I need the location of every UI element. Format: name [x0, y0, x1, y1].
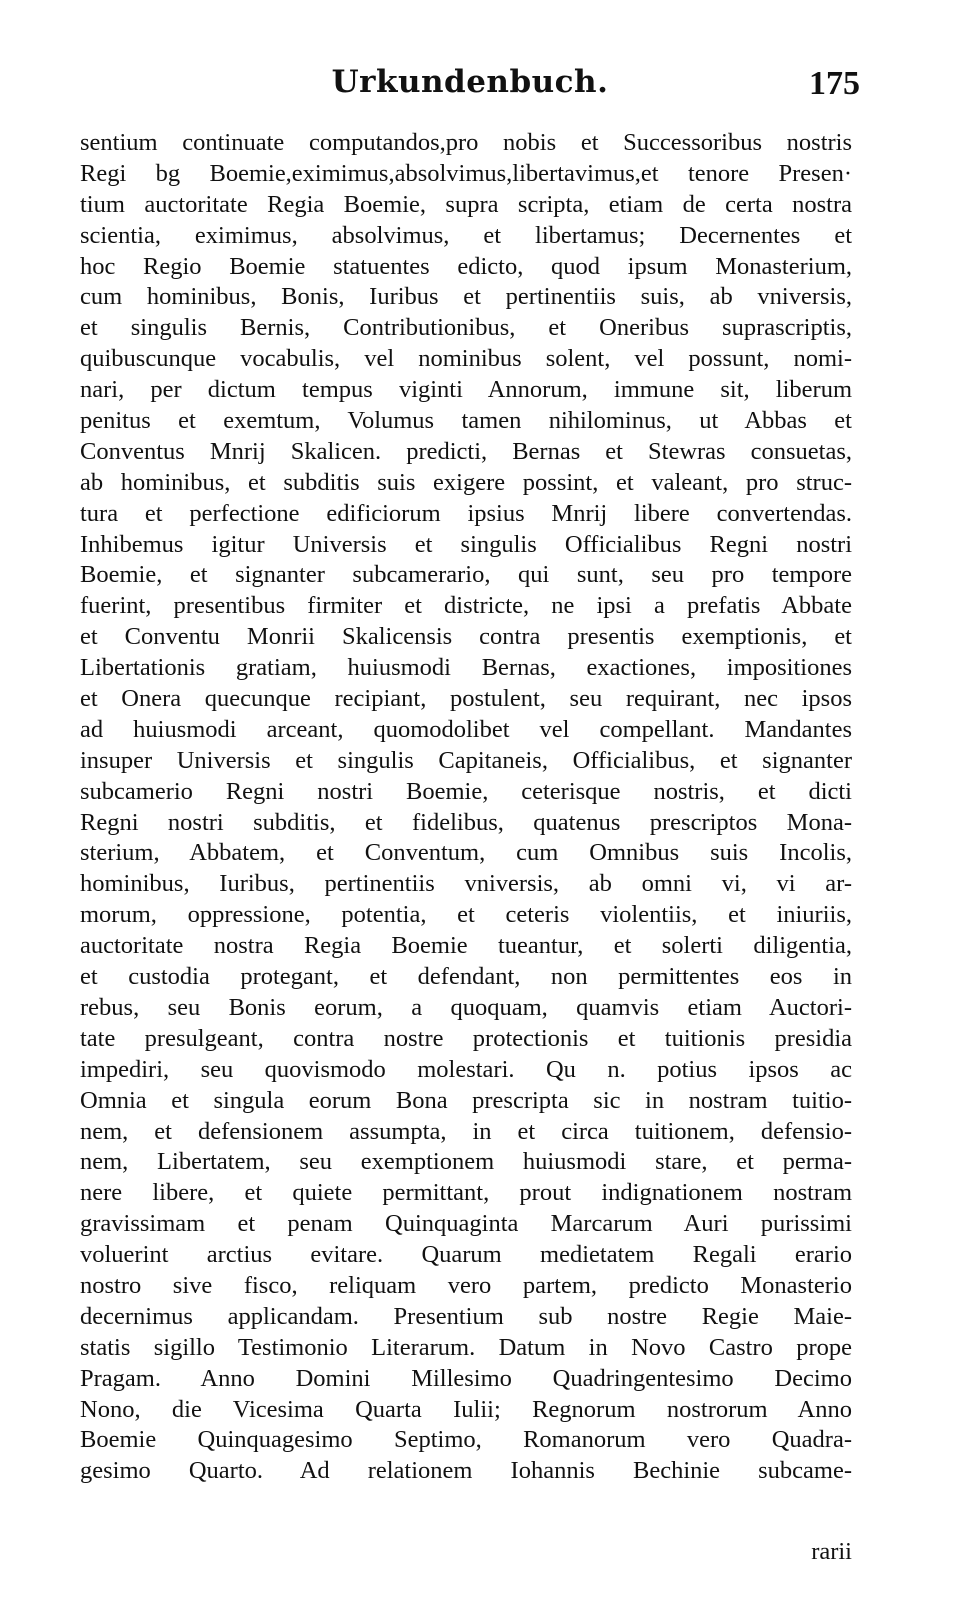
text-line: Libertationis gratiam, huiusmodi Bernas, exactiones, impositiones: [80, 654, 852, 682]
text-line: tate presulgeant, contra nostre protectionis et tuitionis presidia: [80, 1024, 852, 1052]
text-line: Regi bg Boemie,eximimus,absolvimus,libertavimus,et tenore Presen·: [80, 159, 852, 187]
text-line: ad huiusmodi arceant, quomodolibet vel compellant. Mandantes: [80, 715, 852, 743]
text-line: Omnia et singula eorum Bona prescripta sic in nostram tuitio-: [80, 1086, 852, 1114]
text-line: rebus, seu Bonis eorum, a quoquam, quamvis etiam Auctori-: [80, 993, 852, 1021]
text-line: scientia, eximimus, absolvimus, et libertamus; Decernentes et: [80, 221, 852, 249]
text-line: cum hominibus, Bonis, Iuribus et pertinentiis suis, ab vniversis,: [80, 283, 852, 311]
page-title: Urkundenbuch.: [331, 64, 609, 100]
text-line: Pragam. Anno Domini Millesimo Quadringentesimo Decimo: [80, 1364, 852, 1392]
text-line: nostro sive fisco, reliquam vero partem, predicto Monasterio: [80, 1271, 852, 1299]
text-line: ab hominibus, et subditis suis exigere possint, et valeant, pro struc-: [80, 468, 852, 496]
text-line: voluerint arctius evitare. Quarum medietatem Regali erario: [80, 1241, 852, 1269]
text-line: impediri, seu quovismodo molestari. Qu n. potius ipsos ac: [80, 1055, 852, 1083]
text-line: et Onera quecunque recipiant, postulent, seu requirant, nec ipsos: [80, 685, 852, 713]
text-line: nere libere, et quiete permittant, prout indignationem nostram: [80, 1179, 852, 1207]
text-line: hominibus, Iuribus, pertinentiis vniversis, ab omni vi, vi ar-: [80, 870, 852, 898]
text-line: morum, oppressione, potentia, et ceteris violentiis, et iniuriis,: [80, 901, 852, 929]
text-line: hoc Regio Boemie statuentes edicto, quod ipsum Monasterium,: [80, 252, 852, 280]
text-line: statis sigillo Testimonio Literarum. Datum in Novo Castro prope: [80, 1333, 852, 1361]
text-line: penitus et exemtum, Volumus tamen nihilominus, ut Abbas et: [80, 407, 852, 435]
text-line: Boemie, et signanter subcamerario, qui sunt, seu pro tempore: [80, 561, 852, 589]
text-line: decernimus applicandam. Presentium sub nostre Regie Maie-: [80, 1302, 852, 1330]
text-line: insuper Universis et singulis Capitaneis, Officialibus, et signanter: [80, 746, 852, 774]
text-line: fuerint, presentibus firmiter et districte, ne ipsi a prefatis Abbate: [80, 592, 852, 620]
text-line: sterium, Abbatem, et Conventum, cum Omnibus suis Incolis,: [80, 839, 852, 867]
text-line: gesimo Quarto. Ad relationem Iohannis Bechinie subcame-: [80, 1457, 852, 1485]
text-line: Conventus Mnrij Skalicen. predicti, Bernas et Stewras consuetas,: [80, 437, 852, 465]
text-line: quibuscunque vocabulis, vel nominibus solent, vel possunt, nomi-: [80, 345, 852, 373]
text-line: gravissimam et penam Quinquaginta Marcarum Auri purissimi: [80, 1210, 852, 1238]
body-text: [80, 128, 852, 1487]
text-line: Nono, die Vicesima Quarta Iulii; Regnorum nostrorum Anno: [80, 1395, 852, 1423]
page-number: 175: [809, 65, 860, 102]
text-line: et custodia protegant, et defendant, non permittentes eos in: [80, 963, 852, 991]
text-line: et singulis Bernis, Contributionibus, et Oneribus suprascriptis,: [80, 314, 852, 342]
running-head: [80, 62, 860, 112]
text-line: tium auctoritate Regia Boemie, supra scripta, etiam de certa nostra: [80, 190, 852, 218]
text-line: subcamerio Regni nostri Boemie, ceterisque nostris, et dicti: [80, 777, 852, 805]
text-line: Inhibemus igitur Universis et singulis Officialibus Regni nostri: [80, 530, 852, 558]
text-line: et Conventu Monrii Skalicensis contra presentis exemptionis, et: [80, 623, 852, 651]
text-line: tura et perfectione edificiorum ipsius Mnrij libere convertendas.: [80, 499, 852, 527]
text-line: Regni nostri subditis, et fidelibus, quatenus prescriptos Mona-: [80, 808, 852, 836]
text-line: nem, et defensionem assumpta, in et circa tuitionem, defensio-: [80, 1117, 852, 1145]
text-line: sentium continuate computandos,pro nobis et Successoribus nostris: [80, 129, 852, 156]
catchword: rarii: [811, 1538, 852, 1565]
text-line: auctoritate nostra Regia Boemie tueantur, et solerti diligentia,: [80, 932, 852, 960]
text-line: nem, Libertatem, seu exemptionem huiusmodi stare, et perma-: [80, 1148, 852, 1176]
text-line: nari, per dictum tempus viginti Annorum, immune sit, liberum: [80, 376, 852, 404]
text-line: Boemie Quinquagesimo Septimo, Romanorum vero Quadra-: [80, 1426, 852, 1454]
